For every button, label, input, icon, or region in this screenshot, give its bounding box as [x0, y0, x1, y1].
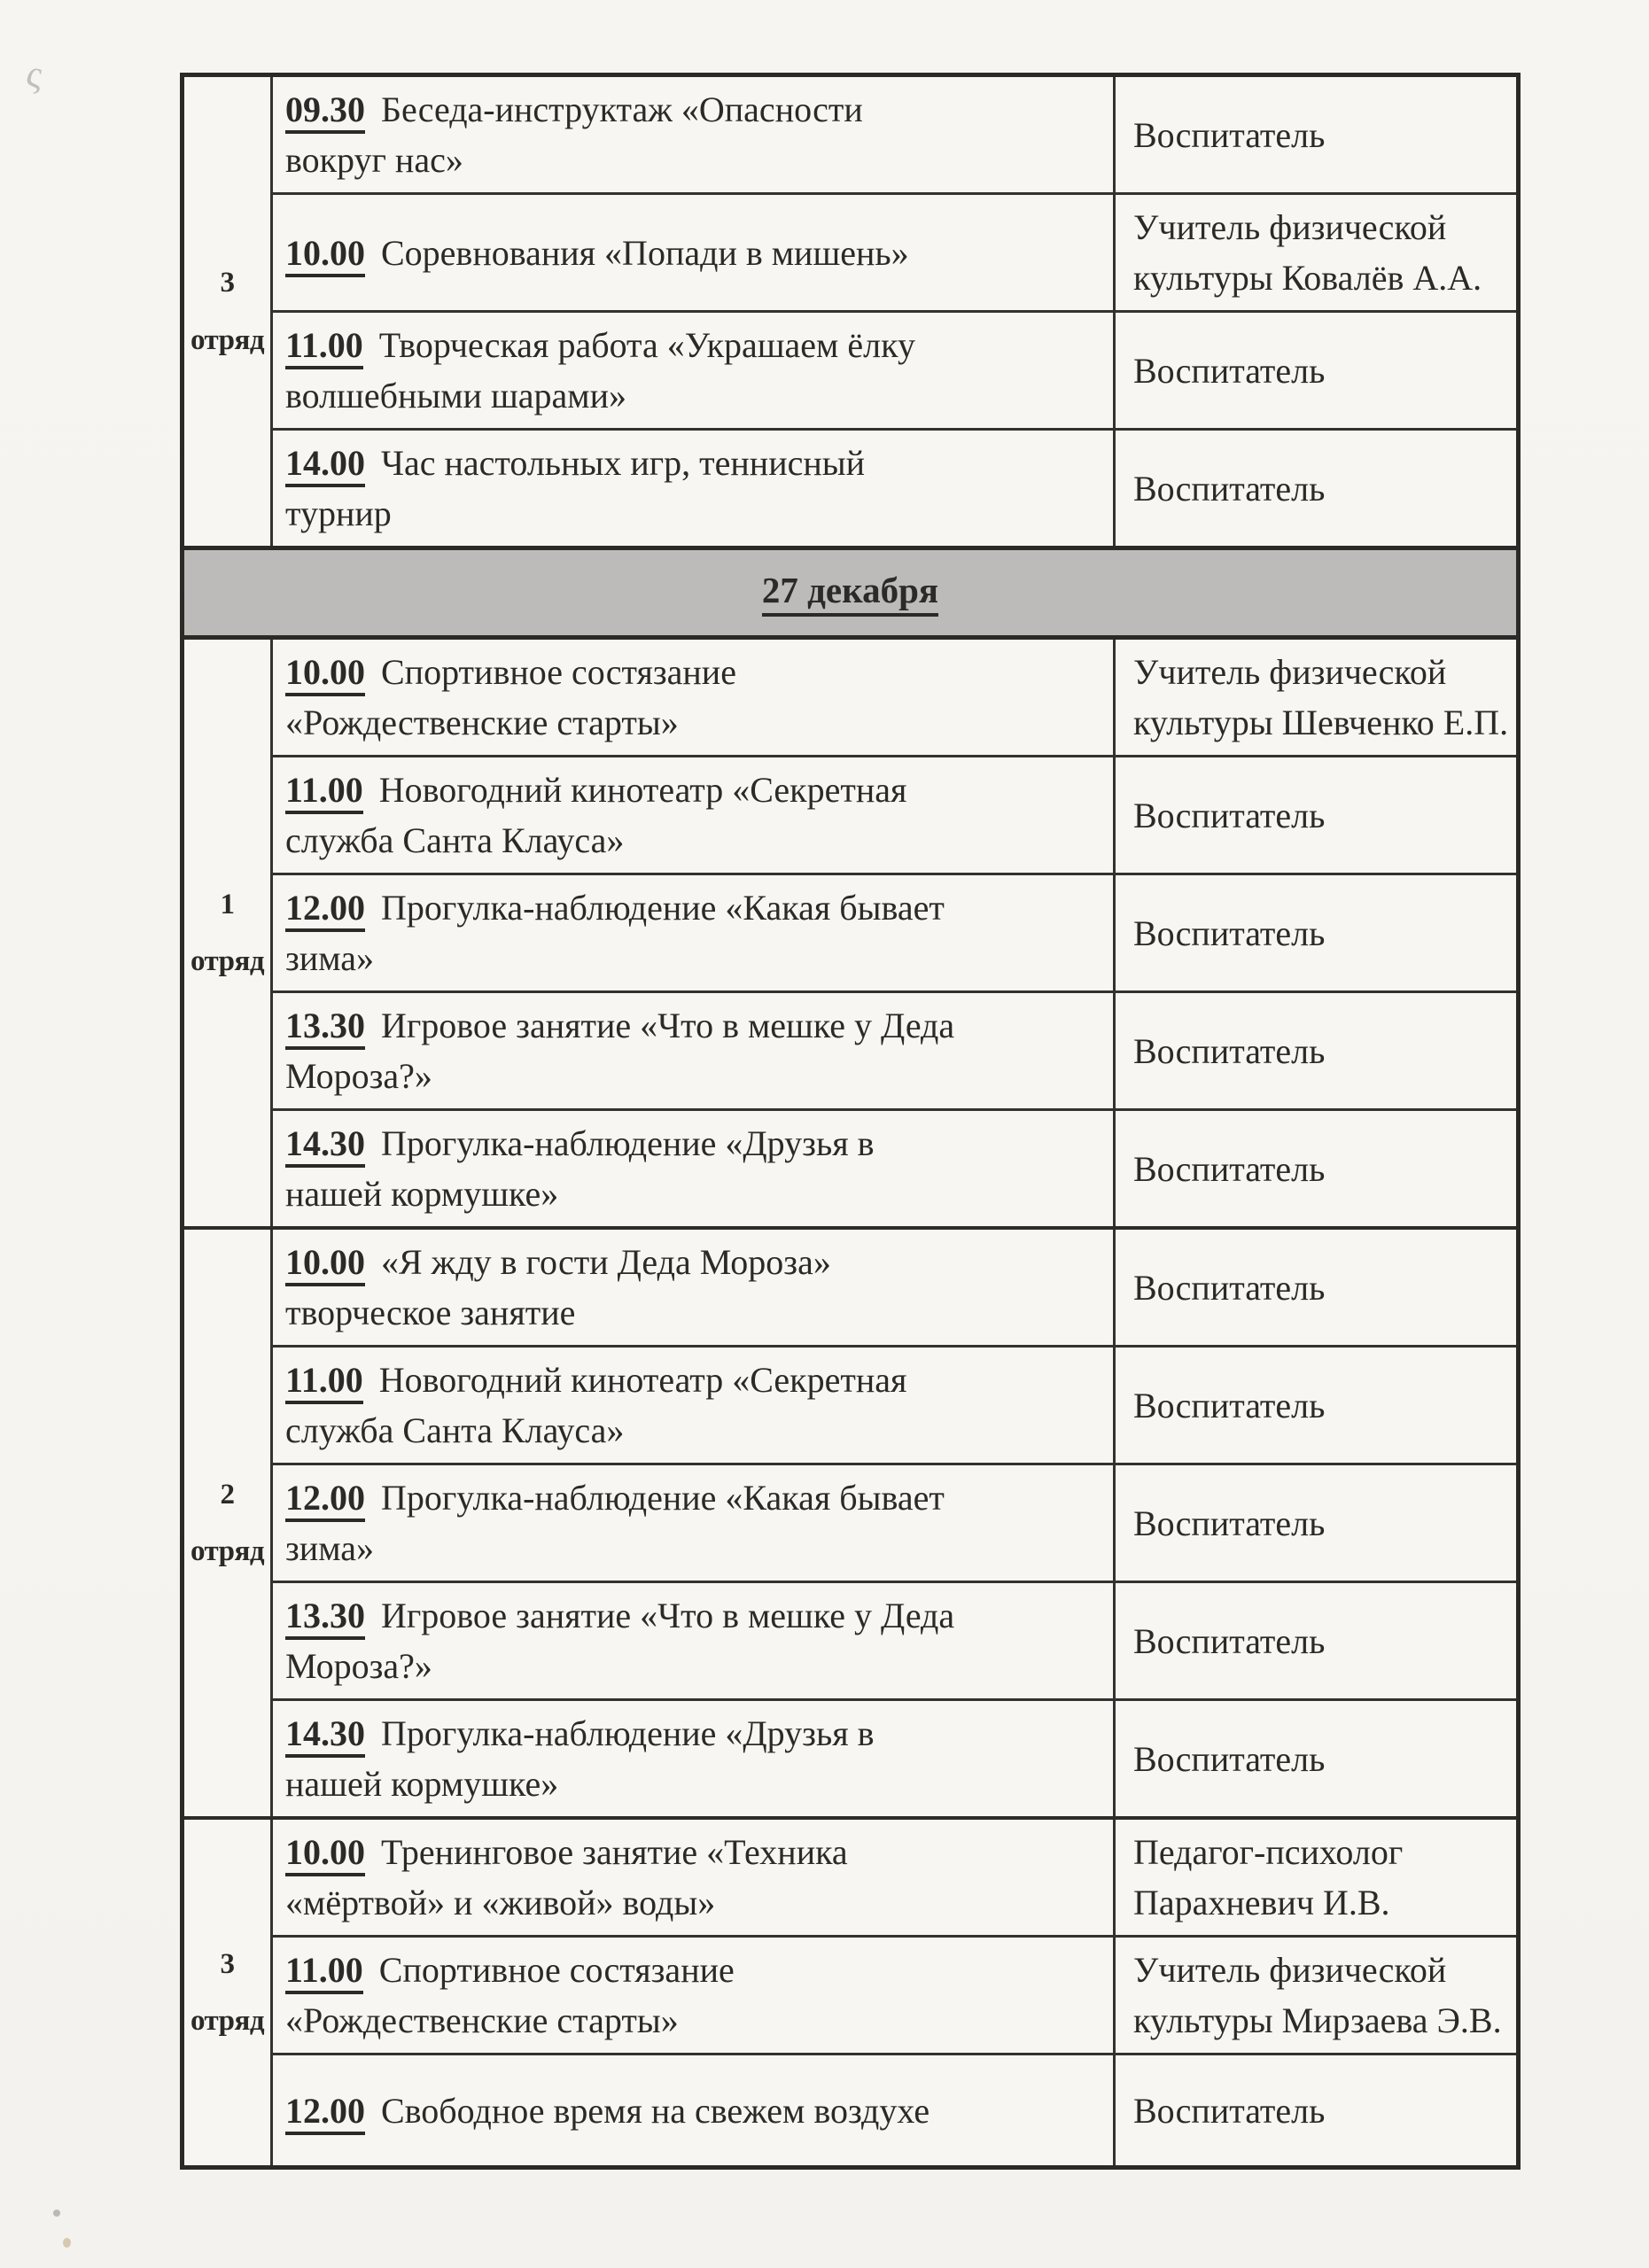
schedule-row — [273, 1581, 1516, 1698]
schedule-row — [273, 1698, 1516, 1816]
activity-time: 13.30 — [285, 1006, 365, 1050]
activity-text: Прогулка-наблюдение «Друзья в — [381, 1123, 875, 1163]
group-number-label: 3 — [220, 1947, 235, 1980]
activity-text: Новогодний кинотеатр «Секретная — [378, 770, 907, 810]
schedule-row — [273, 310, 1516, 428]
responsible-cell — [1116, 1701, 1516, 1816]
activity-cell — [273, 1465, 1116, 1581]
responsible-line: Воспитатель — [1133, 1385, 1326, 1425]
activity-text: Прогулка-наблюдение «Какая бывает — [381, 888, 945, 928]
responsible-line: Воспитатель — [1133, 1503, 1326, 1543]
activity-time: 14.30 — [285, 1123, 365, 1168]
group-word-label: отряд — [190, 323, 265, 356]
responsible-cell — [1116, 1230, 1516, 1345]
activity-line: творческое занятие — [285, 1293, 576, 1332]
activity-cell — [273, 77, 1116, 192]
activity-cell — [273, 195, 1116, 310]
responsible-line: Воспитатель — [1133, 2090, 1326, 2131]
scan-artifact-speck — [63, 2238, 71, 2248]
activity-line: «мёртвой» и «живой» воды» — [285, 1883, 716, 1922]
activity-time: 11.00 — [285, 770, 363, 814]
activity-line: вокруг нас» — [285, 140, 463, 180]
group-label-cell — [184, 1230, 273, 1816]
schedule-row — [273, 428, 1516, 546]
schedule-row — [273, 192, 1516, 310]
responsible-cell — [1116, 875, 1516, 990]
group-label-cell — [184, 640, 273, 1226]
group-section — [184, 1226, 1516, 1816]
group-label — [191, 1466, 264, 1581]
activity-time: 14.00 — [285, 443, 365, 487]
group-section — [184, 640, 1516, 1226]
activity-time: 10.00 — [285, 652, 365, 696]
schedule-row — [273, 1935, 1516, 2053]
activity-line — [285, 1472, 1097, 1523]
activity-time: 10.00 — [285, 1242, 365, 1286]
activity-time: 09.30 — [285, 89, 365, 134]
activity-cell — [273, 431, 1116, 546]
activity-cell — [273, 1701, 1116, 1816]
group-label — [191, 254, 264, 369]
activity-cell — [273, 1938, 1116, 2053]
responsible-cell — [1116, 1820, 1516, 1935]
activity-text: Новогодний кинотеатр «Секретная — [378, 1360, 907, 1400]
activity-line — [285, 1118, 1097, 1169]
activity-text: Тренинговое занятие «Техника — [381, 1832, 848, 1872]
responsible-line: Воспитатель — [1133, 1267, 1326, 1308]
activity-line — [285, 1355, 1097, 1405]
group-rows — [273, 640, 1516, 1226]
group-word-label: отряд — [190, 945, 265, 977]
responsible-line: культуры Ковалёв А.А. — [1133, 258, 1482, 298]
activity-line — [285, 228, 1097, 278]
activity-time: 10.00 — [285, 233, 365, 277]
group-section — [184, 77, 1516, 546]
activity-line — [285, 1237, 1097, 1287]
activity-text: Спортивное состязание — [378, 1950, 735, 1990]
activity-cell — [273, 1230, 1116, 1345]
activity-text: Свободное время на свежем воздухе — [381, 2090, 930, 2131]
activity-cell — [273, 640, 1116, 755]
responsible-line: Воспитатель — [1133, 1620, 1326, 1661]
activity-time: 12.00 — [285, 2091, 365, 2135]
responsible-line: Воспитатель — [1133, 468, 1326, 509]
activity-line: волшебными шарами» — [285, 376, 626, 416]
responsible-cell — [1116, 993, 1516, 1108]
activity-line — [285, 765, 1097, 815]
responsible-cell — [1116, 77, 1516, 192]
responsible-line: Педагог-психолог — [1133, 1832, 1404, 1872]
schedule-row — [273, 1230, 1516, 1345]
activity-cell — [273, 757, 1116, 873]
activity-text: Спортивное состязание — [381, 652, 736, 692]
responsible-line: Учитель физической — [1133, 207, 1447, 247]
schedule-row — [273, 873, 1516, 990]
responsible-line: Воспитатель — [1133, 795, 1326, 835]
activity-text: Творческая работа «Украшаем ёлку — [378, 325, 915, 365]
activity-text: Час настольных игр, теннисный — [381, 443, 866, 483]
responsible-cell — [1116, 757, 1516, 873]
activity-cell — [273, 1583, 1116, 1698]
responsible-line: Учитель физической — [1133, 1950, 1447, 1990]
scan-artifact-dot — [53, 2210, 60, 2217]
group-label-cell — [184, 1820, 273, 2165]
responsible-cell — [1116, 431, 1516, 546]
activity-line — [285, 882, 1097, 933]
activity-line — [285, 438, 1097, 488]
group-number-label: 1 — [220, 888, 235, 920]
activity-line: Мороза?» — [285, 1056, 432, 1096]
activity-text: Игровое занятие «Что в мешке у Деда — [381, 1596, 955, 1635]
activity-text: Прогулка-наблюдение «Какая бывает — [381, 1478, 945, 1518]
activity-text: Прогулка-наблюдение «Друзья в — [381, 1713, 875, 1753]
schedule-row — [273, 1345, 1516, 1463]
scan-artifact-squiggle: ς — [23, 51, 45, 97]
activity-cell — [273, 2055, 1116, 2165]
activity-time: 14.30 — [285, 1713, 365, 1758]
activity-line — [285, 647, 1097, 697]
group-section — [184, 1816, 1516, 2165]
schedule-row — [273, 2053, 1516, 2165]
responsible-cell — [1116, 195, 1516, 310]
group-word-label: отряд — [190, 1535, 265, 1567]
schedule-row — [273, 1820, 1516, 1935]
activity-cell — [273, 1111, 1116, 1226]
date-header-band — [184, 546, 1516, 640]
activity-time: 11.00 — [285, 1360, 363, 1404]
group-rows — [273, 77, 1516, 546]
group-rows — [273, 1820, 1516, 2165]
activity-line — [285, 1827, 1097, 1877]
activity-time: 11.00 — [285, 325, 363, 369]
group-label — [191, 876, 264, 990]
activity-time: 10.00 — [285, 1832, 365, 1876]
responsible-cell — [1116, 1938, 1516, 2053]
responsible-line: культуры Мирзаева Э.В. — [1133, 2000, 1502, 2040]
schedule-row — [273, 1463, 1516, 1581]
group-rows — [273, 1230, 1516, 1816]
responsible-cell — [1116, 1465, 1516, 1581]
activity-line: «Рождественские старты» — [285, 703, 679, 742]
group-number-label: 3 — [220, 267, 235, 299]
schedule-row — [273, 990, 1516, 1108]
schedule-row — [273, 755, 1516, 873]
responsible-line: Воспитатель — [1133, 1148, 1326, 1189]
activity-text: Игровое занятие «Что в мешке у Деда — [381, 1006, 955, 1045]
responsible-line: Воспитатель — [1133, 350, 1326, 391]
schedule-row — [273, 1108, 1516, 1226]
responsible-cell — [1116, 1583, 1516, 1698]
activity-time: 12.00 — [285, 888, 365, 932]
activity-line — [285, 1708, 1097, 1759]
responsible-line: Воспитатель — [1133, 1738, 1326, 1779]
activity-line: нашей кормушке» — [285, 1764, 559, 1804]
activity-cell — [273, 313, 1116, 428]
responsible-line: Воспитатель — [1133, 1030, 1326, 1071]
responsible-line: Воспитатель — [1133, 114, 1326, 155]
activity-time: 11.00 — [285, 1950, 363, 1994]
activity-cell — [273, 875, 1116, 990]
responsible-cell — [1116, 1348, 1516, 1463]
activity-line: нашей кормушке» — [285, 1174, 559, 1214]
activity-cell — [273, 1820, 1116, 1935]
activity-cell — [273, 993, 1116, 1108]
activity-line — [285, 1590, 1097, 1641]
activity-line — [285, 320, 1097, 370]
group-word-label: отряд — [190, 2005, 265, 2037]
activity-cell — [273, 1348, 1116, 1463]
responsible-cell — [1116, 313, 1516, 428]
activity-line — [285, 1000, 1097, 1051]
responsible-line: Парахневич И.В. — [1133, 1883, 1390, 1922]
schedule-row — [273, 77, 1516, 192]
group-label-cell — [184, 77, 273, 546]
activity-line: Мороза?» — [285, 1646, 432, 1686]
activity-line: турнир — [285, 493, 392, 533]
activity-line: служба Санта Клауса» — [285, 1410, 625, 1450]
group-label — [191, 1936, 264, 2050]
activity-line: зима» — [285, 938, 374, 978]
activity-text: Соревнования «Попади в мишень» — [381, 232, 909, 273]
responsible-cell — [1116, 640, 1516, 755]
activity-line: служба Санта Клауса» — [285, 820, 625, 860]
activity-text: «Я жду в гости Деда Мороза» — [381, 1242, 831, 1282]
activity-line — [285, 1945, 1097, 1995]
activity-time: 13.30 — [285, 1596, 365, 1640]
activity-line: «Рождественские старты» — [285, 2000, 679, 2040]
activity-line — [285, 84, 1097, 135]
responsible-line: культуры Шевченко Е.П. — [1133, 703, 1509, 742]
responsible-cell — [1116, 2055, 1516, 2165]
activity-line: зима» — [285, 1528, 374, 1568]
responsible-line: Воспитатель — [1133, 913, 1326, 953]
activity-time: 12.00 — [285, 1478, 365, 1522]
group-number-label: 2 — [220, 1478, 235, 1511]
responsible-line: Учитель физической — [1133, 652, 1447, 692]
activity-text: Беседа-инструктаж «Опасности — [381, 89, 863, 129]
activity-line — [285, 2085, 1097, 2136]
date-header-label: 27 декабря — [762, 569, 938, 617]
schedule-table — [180, 73, 1521, 2170]
schedule-row — [273, 640, 1516, 755]
responsible-cell — [1116, 1111, 1516, 1226]
